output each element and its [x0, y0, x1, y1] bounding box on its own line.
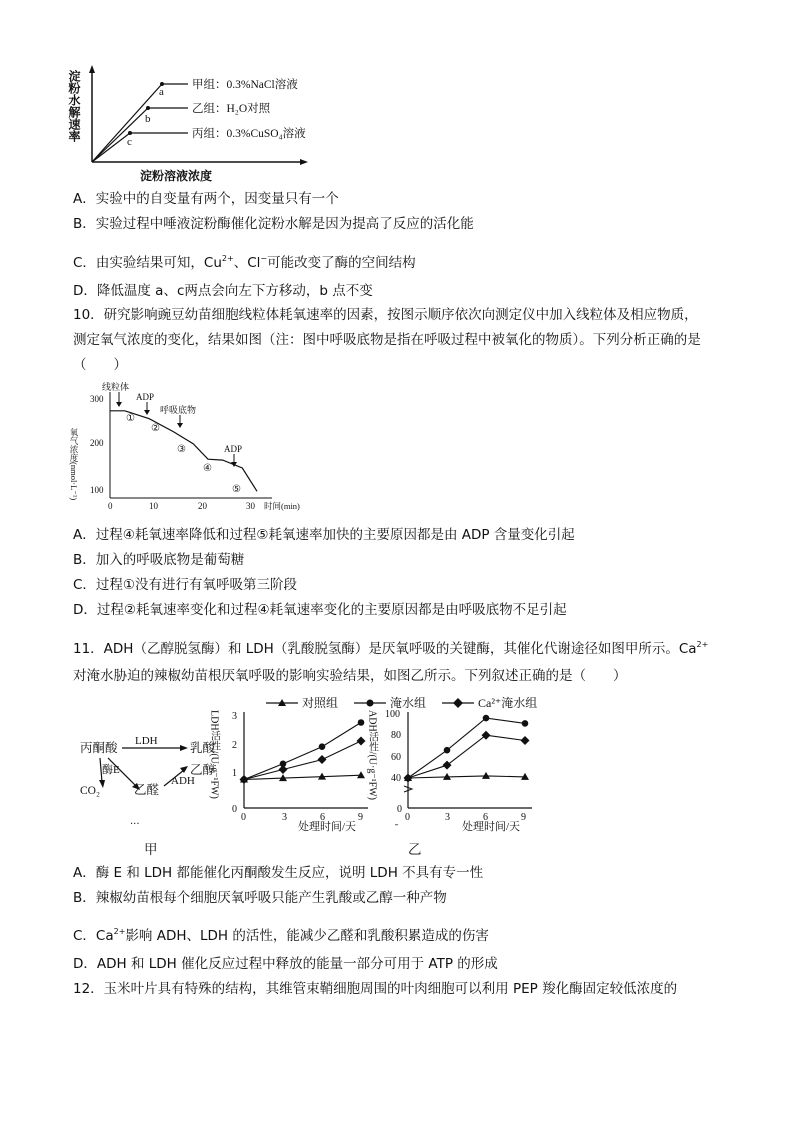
- oxygen-xtick-20: 20: [198, 501, 207, 511]
- ldh-series-1-line: [244, 723, 361, 780]
- adh-series-2-point-0: [404, 774, 413, 783]
- arrow-label-adp-2: ADP: [224, 444, 243, 454]
- oxygen-ytick-100: 100: [90, 485, 104, 495]
- adh-series-2-line: [408, 735, 525, 778]
- q11-stem-line1-text: 11．ADH（乙醇脱氢酶）和 LDH（乳酸脱氢酶）是厌氧呼吸的关键酶，其催化代谢途径如图甲所示。Ca: [73, 641, 697, 657]
- oxygen-xtick-30: 30: [246, 501, 255, 511]
- adh-ytick-80: 80: [391, 730, 401, 741]
- starch-y-axis-arrow: [89, 65, 95, 73]
- ldh-chart-ylabel: LDH活性/(U·g⁻¹FW): [208, 710, 220, 799]
- ldh-series-1-point-3: [358, 719, 365, 726]
- adh-xtick-3: 3: [445, 812, 450, 823]
- ldh-xtick-9: 9: [358, 812, 363, 823]
- q10-option-b: B．加入的呼吸底物是葡萄糖: [73, 552, 245, 568]
- legend-marker-circle: [367, 700, 374, 707]
- starch-x-axis-arrow: [300, 159, 308, 165]
- q10-stem-line3: （ ）: [73, 357, 127, 373]
- ldh-ytick-0: 0: [232, 804, 237, 815]
- adh-activity-chart: [366, 708, 545, 833]
- q9-option-c-post: 可能改变了酶的空间结构: [267, 255, 416, 271]
- caption-jia: 甲: [144, 842, 158, 858]
- ldh-xtick-6: 6: [320, 812, 325, 823]
- adh-series-1-point-1: [444, 747, 451, 754]
- ldh-xtick-3: 3: [282, 812, 287, 823]
- adh-series-1-point-2: [483, 715, 490, 722]
- legend-flood: 淹水组: [390, 696, 427, 710]
- ldh-series-2-line: [244, 741, 361, 780]
- q11-stem-line1-sup: 2+: [696, 640, 709, 649]
- q11-option-c-post: 影响 ADH、LDH 的活性，能减少乙醛和乳酸积累造成的伤害: [125, 928, 489, 944]
- stage-1: ①: [126, 413, 135, 424]
- oxygen-concentration-chart: [69, 378, 312, 511]
- ldh-series-2-point-1: [279, 765, 288, 774]
- q9-option-c-sup1: 2+: [221, 254, 234, 263]
- adh-ytick-40: 40: [391, 773, 401, 784]
- pathway-adh: ADH: [171, 775, 195, 787]
- oxygen-chart-xlabel: 时间(min): [264, 501, 300, 511]
- arrow-mitochondria-head: [116, 402, 122, 407]
- adh-series-group: [404, 715, 530, 783]
- q11-option-c-sup: 2+: [113, 927, 126, 936]
- pathway-dots: ···: [130, 819, 140, 830]
- pathway-acetaldehyde: 乙醛: [134, 783, 160, 797]
- adh-xtick-6: 6: [483, 812, 488, 823]
- q10-stem-line1: 10．研究影响豌豆幼苗细胞线粒体耗氧速率的因素，按图示顺序依次向测定仪中加入线粒体及相应物质，: [73, 307, 698, 323]
- stage-5: ⑤: [232, 484, 241, 495]
- starch-legend-yi: 乙组：H₂O对照: [192, 103, 271, 115]
- adh-series-2-point-1: [443, 761, 452, 770]
- q12-stem-line1: 12．玉米叶片具有特殊的结构，其维管束鞘细胞周围的叶肉细胞可以利用 PEP 羧化酶固定较低浓度的: [73, 981, 678, 997]
- ldh-ytick-2: 2: [232, 740, 237, 751]
- q10-option-c: C．过程①没有进行有氧呼吸第三阶段: [73, 577, 298, 593]
- ldh-series-0-point-3: [357, 771, 365, 778]
- ldh-series-2-point-3: [357, 737, 366, 746]
- legend-ca-flood: Ca²⁺淹水组: [478, 696, 538, 710]
- pathway-enzyme-e: 酶E: [102, 764, 120, 776]
- adh-ytick-0: 0: [397, 804, 402, 815]
- oxygen-xtick-0: 0: [108, 501, 113, 511]
- pathway-arrow-ldh-head: [180, 745, 188, 751]
- oxygen-ytick-300: 300: [90, 394, 104, 404]
- arrow-adp-1-head: [144, 410, 150, 415]
- q11-option-d: D．ADH 和 LDH 催化反应过程中释放的能量一部分可用于 ATP 的形成: [73, 956, 498, 972]
- q11-option-c-pre: C．Ca: [73, 928, 114, 944]
- adh-chart-xlabel: 处理时间/天: [462, 821, 521, 833]
- adh-series-2-point-2: [482, 731, 491, 740]
- q10-stem-line2: 测定氧气浓度的变化，结果如图（注：图中呼吸底物是指在呼吸过程中被氧化的物质）。下列分析正确的是: [73, 332, 701, 348]
- starch-label-b: b: [145, 113, 151, 125]
- adh-xtick-9: 9: [521, 812, 526, 823]
- caption-yi: 乙: [408, 842, 422, 858]
- starch-point-b: [146, 106, 150, 110]
- oxygen-ytick-200: 200: [90, 438, 104, 448]
- ldh-xtick-0: 0: [241, 812, 246, 823]
- q10-option-d: D．过程②耗氧速率变化和过程④耗氧速率变化的主要原因都是由呼吸底物不足引起: [73, 602, 567, 618]
- starch-legend-jia: 甲组：0.3%NaCl溶液: [192, 79, 298, 91]
- starch-label-a: a: [159, 86, 164, 98]
- arrow-adp-2-head: [231, 462, 237, 467]
- pathway-co2: CO₂: [80, 785, 100, 797]
- pathway-lactate: 乳酸: [190, 741, 216, 755]
- oxygen-xtick-10: 10: [149, 501, 158, 511]
- adh-ytick-100: 100: [385, 709, 400, 720]
- starch-chart-xlabel: 淀粉溶液浓度: [140, 169, 213, 183]
- starch-hydrolysis-chart: [67, 62, 320, 184]
- ldh-series-group: [240, 719, 366, 784]
- adh-series-1-point-3: [522, 720, 529, 727]
- adh-series-1-line: [408, 718, 525, 778]
- q11-stem-line1: [73, 636, 708, 658]
- stage-3: ③: [177, 444, 186, 455]
- q11-stem-line2: 对淹水胁迫的辣椒幼苗根厌氧呼吸的影响实验结果，如图乙所示。下列叙述正确的是（ ）: [73, 668, 627, 684]
- pathway-ldh: LDH: [135, 735, 158, 747]
- q9-option-b: B．实验过程中唾液淀粉酶催化淀粉水解是因为提高了反应的活化能: [73, 216, 474, 232]
- adh-series-2-point-3: [521, 736, 530, 745]
- pathway-ethanol: 乙醇: [190, 763, 216, 777]
- stage-2: ②: [151, 423, 160, 434]
- adh-xtick-0: 0: [405, 812, 410, 823]
- q11-option-a: A．酶 E 和 LDH 都能催化丙酮酸发生反应，说明 LDH 不具有专一性: [73, 865, 484, 881]
- ldh-activity-chart: [208, 708, 375, 833]
- ldh-ytick-1: 1: [232, 768, 237, 779]
- starch-chart-ylabel: 淀粉水解速率: [67, 70, 81, 142]
- ldh-series-2-point-2: [318, 755, 327, 764]
- legend-marker-diamond: [453, 698, 463, 708]
- arrow-substrate-head: [177, 423, 183, 428]
- stage-4: ④: [203, 463, 212, 474]
- adh-series-0-point-2: [482, 772, 490, 779]
- adh-ytick-60: 60: [391, 752, 401, 763]
- ldh-chart-xlabel: 处理时间/天: [298, 821, 357, 833]
- q9-option-a: A．实验中的自变量有两个，因变量只有一个: [73, 191, 339, 207]
- arrow-label-substrate: 呼吸底物: [160, 405, 197, 415]
- pathway-pyruvate: 丙酮酸: [80, 741, 118, 755]
- q9-option-c: [73, 250, 416, 272]
- q9-option-c-pre: C．由实验结果可知，Cu: [73, 255, 222, 271]
- q11-option-b: B．辣椒幼苗根每个细胞厌氧呼吸只能产生乳酸或乙醇一种产物: [73, 890, 447, 906]
- q9-option-c-mid: 、Cl: [233, 255, 261, 271]
- q9-option-c-sup2: −: [260, 254, 268, 263]
- q10-option-a: A．过程④耗氧速率降低和过程⑤耗氧速率加快的主要原因都是由 ADP 含量变化引起: [73, 527, 575, 543]
- starch-legend-bing: 丙组：0.3%CuSO₄溶液: [192, 128, 306, 140]
- q9-option-d: D．降低温度 a、c两点会向左下方移动，b 点不变: [73, 283, 373, 299]
- starch-point-c: [128, 131, 132, 135]
- adh-series-0-line: [408, 776, 525, 778]
- adh-chart-ylabel: ADH活性/(U·g⁻¹FW): [366, 710, 378, 800]
- oxygen-chart-ylabel: 氧气浓度(nmol·L⁻¹): [69, 428, 79, 501]
- starch-label-c: c: [127, 136, 132, 148]
- ldh-ytick-3: 3: [232, 711, 237, 722]
- ldh-series-0-line: [244, 775, 361, 779]
- ldh-series-1-point-2: [319, 743, 326, 750]
- starch-curve-yi: [92, 108, 188, 162]
- q11-option-c: [73, 923, 489, 945]
- arrow-label-mitochondria: 线粒体: [102, 382, 130, 392]
- caption-yi-mark: ¯: [394, 824, 399, 835]
- legend-control: 对照组: [302, 696, 339, 710]
- ldh-series-2-point-0: [240, 775, 249, 784]
- arrow-label-adp-1: ADP: [136, 392, 155, 402]
